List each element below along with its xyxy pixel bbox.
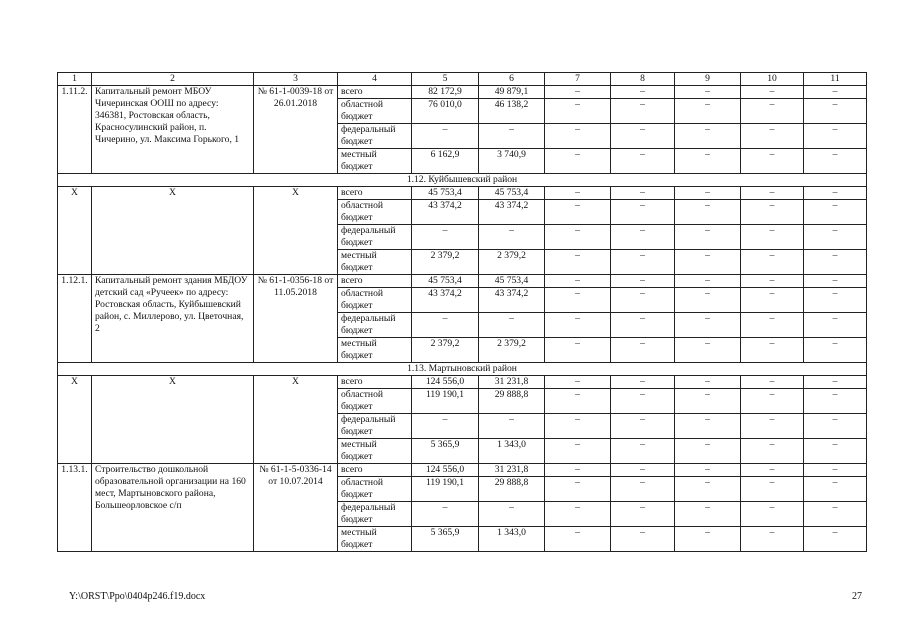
item-description: Строительство дошкольной образовательной организации на 160 мест, Мартыновского района, Большеорловское с/п: [92, 464, 254, 552]
empty-value-cell: –: [611, 99, 675, 124]
value-cell: 119 190,1: [412, 389, 479, 414]
empty-value-cell: –: [675, 376, 741, 389]
empty-value-cell: –: [804, 250, 867, 275]
empty-value-cell: –: [545, 313, 611, 338]
funding-source: областной бюджет: [338, 389, 412, 414]
empty-value-cell: –: [741, 338, 804, 363]
funding-source: местный бюджет: [338, 338, 412, 363]
value-cell: 43 374,2: [479, 200, 545, 225]
empty-value-cell: –: [611, 502, 675, 527]
empty-value-cell: –: [611, 124, 675, 149]
value-cell: –: [479, 313, 545, 338]
empty-value-cell: –: [804, 275, 867, 288]
empty-value-cell: –: [675, 200, 741, 225]
empty-value-cell: –: [741, 502, 804, 527]
empty-value-cell: –: [611, 86, 675, 99]
empty-value-cell: –: [741, 275, 804, 288]
empty-value-cell: –: [611, 439, 675, 464]
table-row: [58, 376, 867, 389]
funding-source: областной бюджет: [338, 200, 412, 225]
item-document: № 61-1-0356-18 от 11.05.2018: [254, 275, 338, 363]
column-number: 3: [254, 73, 338, 86]
empty-value-cell: –: [545, 187, 611, 200]
funding-source: областной бюджет: [338, 477, 412, 502]
empty-value-cell: –: [741, 439, 804, 464]
empty-value-cell: –: [675, 250, 741, 275]
empty-value-cell: –: [611, 187, 675, 200]
value-cell: 45 753,4: [479, 275, 545, 288]
item-description: X: [92, 187, 254, 275]
column-number: 9: [675, 73, 741, 86]
empty-value-cell: –: [545, 502, 611, 527]
empty-value-cell: –: [675, 414, 741, 439]
value-cell: 1 343,0: [479, 527, 545, 552]
value-cell: –: [479, 124, 545, 149]
column-number: 6: [479, 73, 545, 86]
empty-value-cell: –: [545, 439, 611, 464]
item-number: 1.11.2.: [58, 86, 92, 174]
column-number: 4: [338, 73, 412, 86]
funding-source: областной бюджет: [338, 99, 412, 124]
empty-value-cell: –: [741, 225, 804, 250]
empty-value-cell: –: [804, 477, 867, 502]
value-cell: 31 231,8: [479, 464, 545, 477]
column-number: 5: [412, 73, 479, 86]
empty-value-cell: –: [741, 527, 804, 552]
funding-source: областной бюджет: [338, 288, 412, 313]
empty-value-cell: –: [611, 313, 675, 338]
empty-value-cell: –: [804, 200, 867, 225]
table-row: [58, 86, 867, 99]
column-number: 10: [741, 73, 804, 86]
empty-value-cell: –: [741, 389, 804, 414]
empty-value-cell: –: [611, 414, 675, 439]
value-cell: –: [479, 502, 545, 527]
value-cell: 29 888,8: [479, 389, 545, 414]
empty-value-cell: –: [545, 225, 611, 250]
value-cell: 31 231,8: [479, 376, 545, 389]
empty-value-cell: –: [545, 200, 611, 225]
section-title: 1.13. Мартыновский район: [58, 363, 867, 376]
funding-source: федеральный бюджет: [338, 124, 412, 149]
column-number: 11: [804, 73, 867, 86]
funding-source: федеральный бюджет: [338, 414, 412, 439]
empty-value-cell: –: [545, 464, 611, 477]
empty-value-cell: –: [741, 99, 804, 124]
value-cell: 49 879,1: [479, 86, 545, 99]
empty-value-cell: –: [675, 275, 741, 288]
funding-source: всего: [338, 86, 412, 99]
item-description: X: [92, 376, 254, 464]
empty-value-cell: –: [545, 149, 611, 174]
empty-value-cell: –: [675, 477, 741, 502]
empty-value-cell: –: [675, 99, 741, 124]
value-cell: 43 374,2: [412, 288, 479, 313]
value-cell: –: [412, 124, 479, 149]
empty-value-cell: –: [804, 439, 867, 464]
column-number: 2: [92, 73, 254, 86]
empty-value-cell: –: [741, 200, 804, 225]
funding-source: федеральный бюджет: [338, 313, 412, 338]
empty-value-cell: –: [611, 464, 675, 477]
section-row: [58, 363, 867, 376]
empty-value-cell: –: [611, 527, 675, 552]
empty-value-cell: –: [804, 99, 867, 124]
value-cell: –: [412, 414, 479, 439]
empty-value-cell: –: [804, 376, 867, 389]
value-cell: 82 172,9: [412, 86, 479, 99]
column-number: 7: [545, 73, 611, 86]
empty-value-cell: –: [804, 502, 867, 527]
section-row: [58, 174, 867, 187]
empty-value-cell: –: [545, 250, 611, 275]
funding-source: всего: [338, 187, 412, 200]
value-cell: 2 379,2: [479, 338, 545, 363]
empty-value-cell: –: [611, 288, 675, 313]
empty-value-cell: –: [675, 502, 741, 527]
funding-source: местный бюджет: [338, 527, 412, 552]
empty-value-cell: –: [675, 439, 741, 464]
value-cell: –: [479, 414, 545, 439]
value-cell: 2 379,2: [479, 250, 545, 275]
empty-value-cell: –: [611, 389, 675, 414]
item-number: X: [58, 187, 92, 275]
column-number: 8: [611, 73, 675, 86]
value-cell: 6 162,9: [412, 149, 479, 174]
funding-source: всего: [338, 464, 412, 477]
empty-value-cell: –: [741, 313, 804, 338]
empty-value-cell: –: [675, 288, 741, 313]
empty-value-cell: –: [741, 464, 804, 477]
budget-table: [57, 72, 867, 552]
empty-value-cell: –: [804, 527, 867, 552]
empty-value-cell: –: [741, 414, 804, 439]
empty-value-cell: –: [675, 225, 741, 250]
value-cell: 2 379,2: [412, 338, 479, 363]
value-cell: 124 556,0: [412, 376, 479, 389]
empty-value-cell: –: [545, 414, 611, 439]
empty-value-cell: –: [741, 250, 804, 275]
item-document: X: [254, 376, 338, 464]
item-number: 1.12.1.: [58, 275, 92, 363]
funding-source: местный бюджет: [338, 149, 412, 174]
empty-value-cell: –: [804, 389, 867, 414]
page-number: 27: [852, 591, 862, 602]
item-description: Капитальный ремонт МБОУ Чичеринская ООШ по адресу: 346381, Ростовская область, Красносулинский район, п. Чичерино, ул. Максима Горького, 1: [92, 86, 254, 174]
empty-value-cell: –: [545, 99, 611, 124]
item-document: № 61-1-0039-18 от 26.01.2018: [254, 86, 338, 174]
empty-value-cell: –: [804, 414, 867, 439]
item-description: Капитальный ремонт здания МБДОУ детский сад «Ручеек» по адресу: Ростовская область, Куйбышевский район, с. Миллерово, ул. Цветочная, 2: [92, 275, 254, 363]
value-cell: –: [412, 225, 479, 250]
empty-value-cell: –: [611, 200, 675, 225]
value-cell: 76 010,0: [412, 99, 479, 124]
item-document: X: [254, 187, 338, 275]
empty-value-cell: –: [611, 477, 675, 502]
item-document: № 61-1-5-0336-14 от 10.07.2014: [254, 464, 338, 552]
value-cell: 5 365,9: [412, 439, 479, 464]
empty-value-cell: –: [675, 464, 741, 477]
empty-value-cell: –: [611, 376, 675, 389]
funding-source: местный бюджет: [338, 250, 412, 275]
value-cell: –: [479, 225, 545, 250]
empty-value-cell: –: [545, 124, 611, 149]
file-path: Y:\ORST\Ppo\0404p246.f19.docx: [69, 591, 206, 602]
empty-value-cell: –: [804, 338, 867, 363]
empty-value-cell: –: [741, 124, 804, 149]
item-number: X: [58, 376, 92, 464]
empty-value-cell: –: [545, 376, 611, 389]
empty-value-cell: –: [675, 86, 741, 99]
funding-source: всего: [338, 376, 412, 389]
empty-value-cell: –: [611, 338, 675, 363]
empty-value-cell: –: [675, 187, 741, 200]
empty-value-cell: –: [741, 187, 804, 200]
empty-value-cell: –: [804, 225, 867, 250]
value-cell: –: [412, 313, 479, 338]
empty-value-cell: –: [675, 389, 741, 414]
value-cell: –: [412, 502, 479, 527]
empty-value-cell: –: [741, 376, 804, 389]
empty-value-cell: –: [611, 275, 675, 288]
value-cell: 119 190,1: [412, 477, 479, 502]
empty-value-cell: –: [611, 250, 675, 275]
table-row: [58, 464, 867, 477]
column-number: 1: [58, 73, 92, 86]
empty-value-cell: –: [545, 288, 611, 313]
funding-source: всего: [338, 275, 412, 288]
empty-value-cell: –: [804, 187, 867, 200]
empty-value-cell: –: [675, 313, 741, 338]
empty-value-cell: –: [741, 149, 804, 174]
empty-value-cell: –: [804, 86, 867, 99]
value-cell: 45 753,4: [412, 275, 479, 288]
section-title: 1.12. Куйбышевский район: [58, 174, 867, 187]
empty-value-cell: –: [804, 313, 867, 338]
empty-value-cell: –: [804, 288, 867, 313]
empty-value-cell: –: [804, 464, 867, 477]
item-number: 1.13.1.: [58, 464, 92, 552]
empty-value-cell: –: [545, 527, 611, 552]
value-cell: 124 556,0: [412, 464, 479, 477]
value-cell: 43 374,2: [412, 200, 479, 225]
funding-source: федеральный бюджет: [338, 502, 412, 527]
funding-source: местный бюджет: [338, 439, 412, 464]
empty-value-cell: –: [545, 86, 611, 99]
empty-value-cell: –: [741, 288, 804, 313]
empty-value-cell: –: [545, 275, 611, 288]
empty-value-cell: –: [611, 225, 675, 250]
value-cell: 1 343,0: [479, 439, 545, 464]
funding-source: федеральный бюджет: [338, 225, 412, 250]
empty-value-cell: –: [741, 86, 804, 99]
value-cell: 5 365,9: [412, 527, 479, 552]
empty-value-cell: –: [545, 477, 611, 502]
table-row: [58, 275, 867, 288]
empty-value-cell: –: [741, 477, 804, 502]
empty-value-cell: –: [611, 149, 675, 174]
value-cell: 3 740,9: [479, 149, 545, 174]
table-row: [58, 187, 867, 200]
value-cell: 29 888,8: [479, 477, 545, 502]
empty-value-cell: –: [804, 149, 867, 174]
empty-value-cell: –: [545, 338, 611, 363]
empty-value-cell: –: [804, 124, 867, 149]
empty-value-cell: –: [675, 527, 741, 552]
value-cell: 45 753,4: [412, 187, 479, 200]
value-cell: 2 379,2: [412, 250, 479, 275]
header-row: [58, 73, 867, 86]
empty-value-cell: –: [675, 149, 741, 174]
value-cell: 43 374,2: [479, 288, 545, 313]
empty-value-cell: –: [675, 124, 741, 149]
empty-value-cell: –: [675, 338, 741, 363]
value-cell: 46 138,2: [479, 99, 545, 124]
value-cell: 45 753,4: [479, 187, 545, 200]
empty-value-cell: –: [545, 389, 611, 414]
